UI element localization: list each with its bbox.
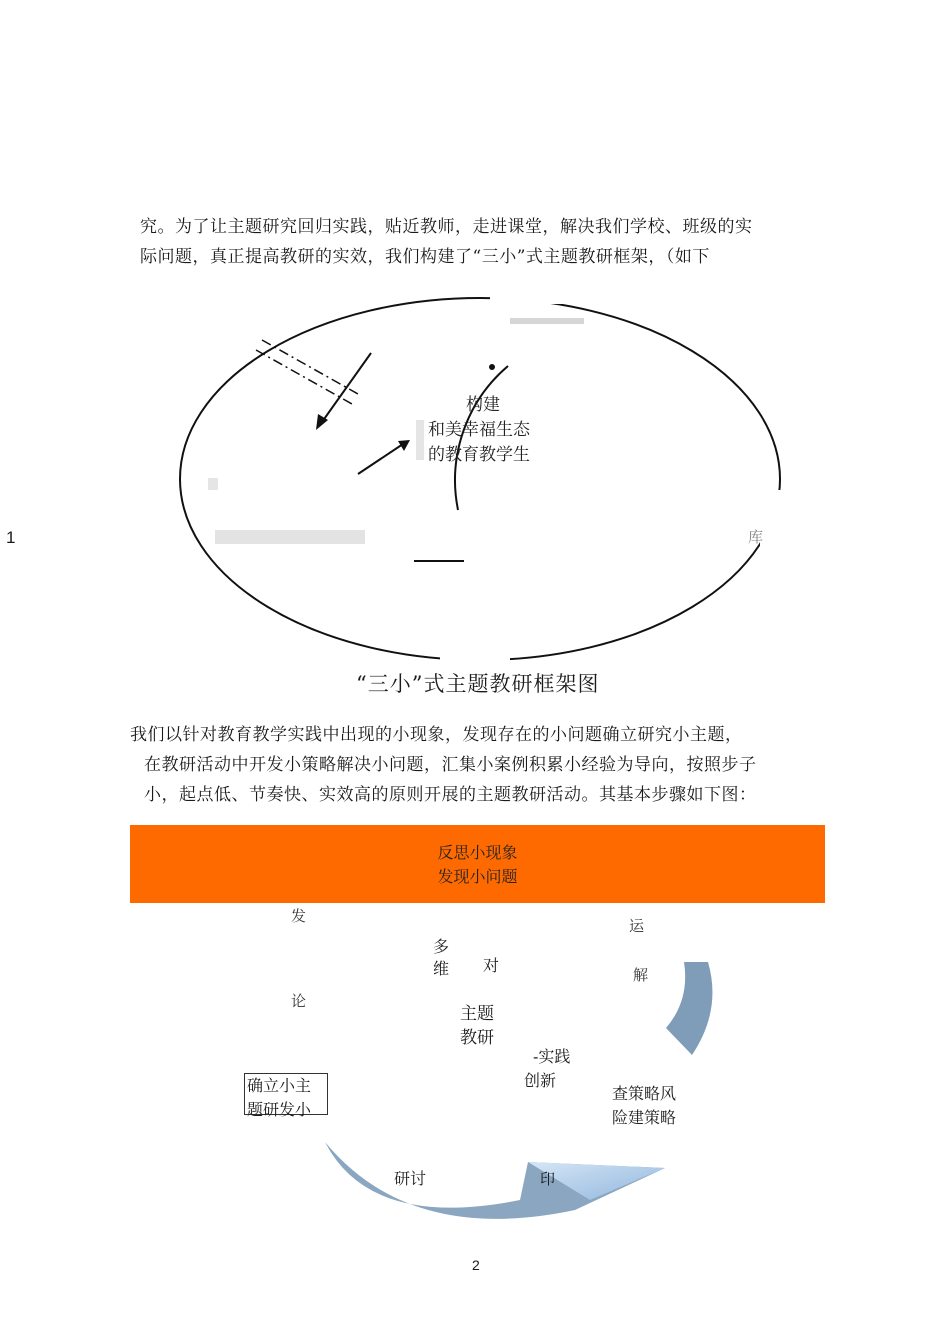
arrow-down-left (322, 353, 371, 422)
establish-topic-box (244, 1073, 328, 1119)
left-box-line-1: 确立小主 (247, 1076, 312, 1095)
multi-char-2: 维 (433, 959, 450, 978)
figure-1-caption: “三小”式主题教研框架图 (356, 672, 600, 696)
outer-ellipse (180, 298, 780, 660)
right-fragment-mid: 解 (633, 966, 649, 984)
center-label-line-1: 构建 (466, 395, 500, 415)
right-label-line-1: 查策略风 (612, 1084, 677, 1103)
bottom-left-label: 研讨 (394, 1169, 427, 1188)
left-box-line-2: 题研发小 (247, 1100, 312, 1119)
paragraph-2-line-2: 在教研活动中开发小策略解决小问题，汇集小案例积累小经验为导向，按照步子 (144, 755, 757, 775)
paragraph-1-line-1: 究。为了让主题研究回归实践，贴近教师，走进课堂，解决我们学校、班级的实 (140, 217, 753, 237)
right-label-line-2: 险建策略 (612, 1108, 677, 1127)
center-line-2: 教研 (460, 1028, 494, 1048)
multi-char-3: 对 (483, 956, 500, 975)
multi-char-1: 多 (433, 937, 450, 956)
bottom-right-label: 印 (540, 1170, 556, 1188)
paragraph-1-line-2: 际问题，真正提高教研的实效，我们构建了“三小”式主题教研框架，（如下 (140, 247, 710, 267)
margin-number: 1 (6, 528, 16, 547)
left-fragment-mid: 论 (291, 992, 307, 1010)
paragraph-2-line-3: 小，起点低、节奏快、实效高的原则开展的主题教研活动。其基本步骤如下图： (144, 785, 757, 805)
right-fragment-top: 运 (629, 917, 645, 935)
page-number: 2 (472, 1257, 480, 1273)
steps-banner (130, 825, 825, 903)
left-fragment-top: 发 (291, 907, 307, 925)
center-label-line-3: 的教育教学生 (428, 445, 530, 465)
right-curved-arrow (666, 962, 712, 1055)
center-label-line-2: 和美幸福生态 (428, 420, 530, 440)
arrow-up-right (358, 444, 403, 474)
practice-line-1: -实践 (533, 1047, 571, 1066)
dashed-line-2 (262, 340, 358, 394)
banner-line-1: 反思小现象 (437, 843, 518, 862)
paragraph-2-line-1: 我们以针对教育教学实践中出现的小现象，发现存在的小问题确立研究小主题， (130, 725, 743, 745)
center-line-1: 主题 (460, 1004, 494, 1024)
practice-line-2: 创新 (524, 1071, 557, 1090)
dashed-line-1 (256, 350, 352, 404)
banner-line-2: 发现小问题 (437, 867, 518, 886)
right-fragment: 库 (748, 528, 764, 546)
cycle-arrows (0, 900, 950, 1220)
